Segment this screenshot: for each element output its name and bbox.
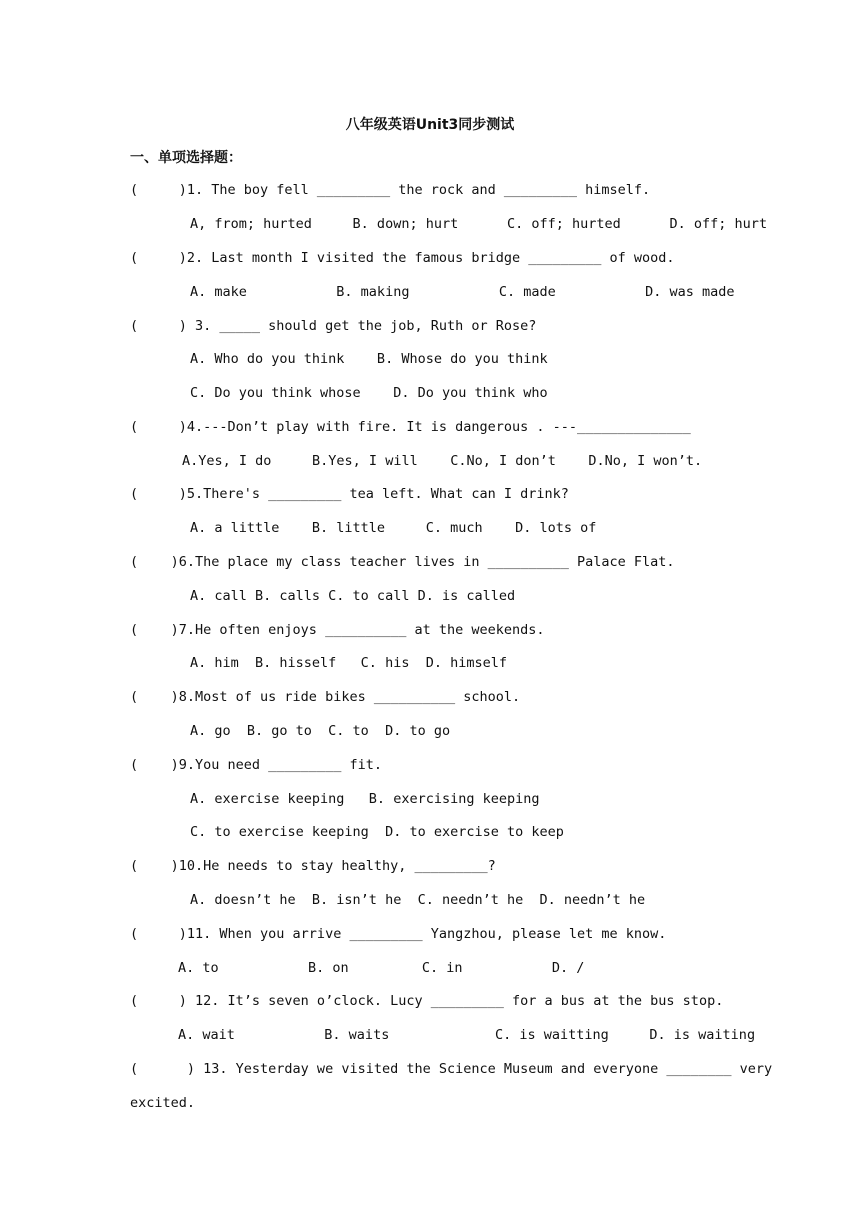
section-heading: 一、单项选择题： <box>130 150 242 166</box>
question-3-options-row2: C. Do you think whose D. Do you think who <box>190 385 548 401</box>
question-3: ( ) 3. _____ should get the job, Ruth or Rose? <box>130 318 537 334</box>
question-9-options-row2: C. to exercise keeping D. to exercise to keep <box>190 824 564 840</box>
question-7: ( )7.He often enjoys __________ at the weekends. <box>130 622 545 638</box>
question-2-options: A. make B. making C. made D. was made <box>190 284 735 300</box>
question-6-options: A. call B. calls C. to call D. is called <box>190 588 516 604</box>
question-10-options: A. doesn’t he B. isn’t he C. needn’t he D. needn’t he <box>190 892 646 908</box>
question-1-options: A, from; hurted B. down; hurt C. off; hurted D. off; hurt <box>190 216 768 232</box>
question-5: ( )5.There's _________ tea left. What can I drink? <box>130 486 569 502</box>
question-8: ( )8.Most of us ride bikes __________ school. <box>130 689 521 705</box>
question-6: ( )6.The place my class teacher lives in __________ Palace Flat. <box>130 554 675 570</box>
question-8-options: A. go B. go to C. to D. to go <box>190 723 451 739</box>
question-12: ( ) 12. It’s seven o’clock. Lucy _________ for a bus at the bus stop. <box>130 993 724 1009</box>
question-12-options: A. wait B. waits C. is waitting D. is waiting <box>178 1027 756 1043</box>
question-9: ( )9.You need _________ fit. <box>130 757 382 773</box>
question-11-options: A. to B. on C. in D. / <box>178 960 585 976</box>
question-7-options: A. him B. hisself C. his D. himself <box>190 655 507 671</box>
question-3-options-row1: A. Who do you think B. Whose do you think <box>190 351 548 367</box>
question-4: ( )4.---Don’t play with fire. It is dangerous . ---______________ <box>130 419 691 435</box>
question-2: ( )2. Last month I visited the famous bridge _________ of wood. <box>130 250 675 266</box>
question-1: ( )1. The boy fell _________ the rock and _________ himself. <box>130 182 651 198</box>
document-title: 八年级英语Unit3同步测试 <box>345 117 515 133</box>
question-13-continued: excited. <box>130 1095 196 1111</box>
question-10: ( )10.He needs to stay healthy, _________? <box>130 858 496 874</box>
question-11: ( )11. When you arrive _________ Yangzhou, please let me know. <box>130 926 667 942</box>
question-13: ( ) 13. Yesterday we visited the Science Museum and everyone ________ very <box>130 1061 773 1077</box>
question-5-options: A. a little B. little C. much D. lots of <box>190 520 597 536</box>
question-4-options: A.Yes, I do B.Yes, I will C.No, I don’t D.No, I won’t. <box>182 453 703 469</box>
question-9-options-row1: A. exercise keeping B. exercising keeping <box>190 791 540 807</box>
